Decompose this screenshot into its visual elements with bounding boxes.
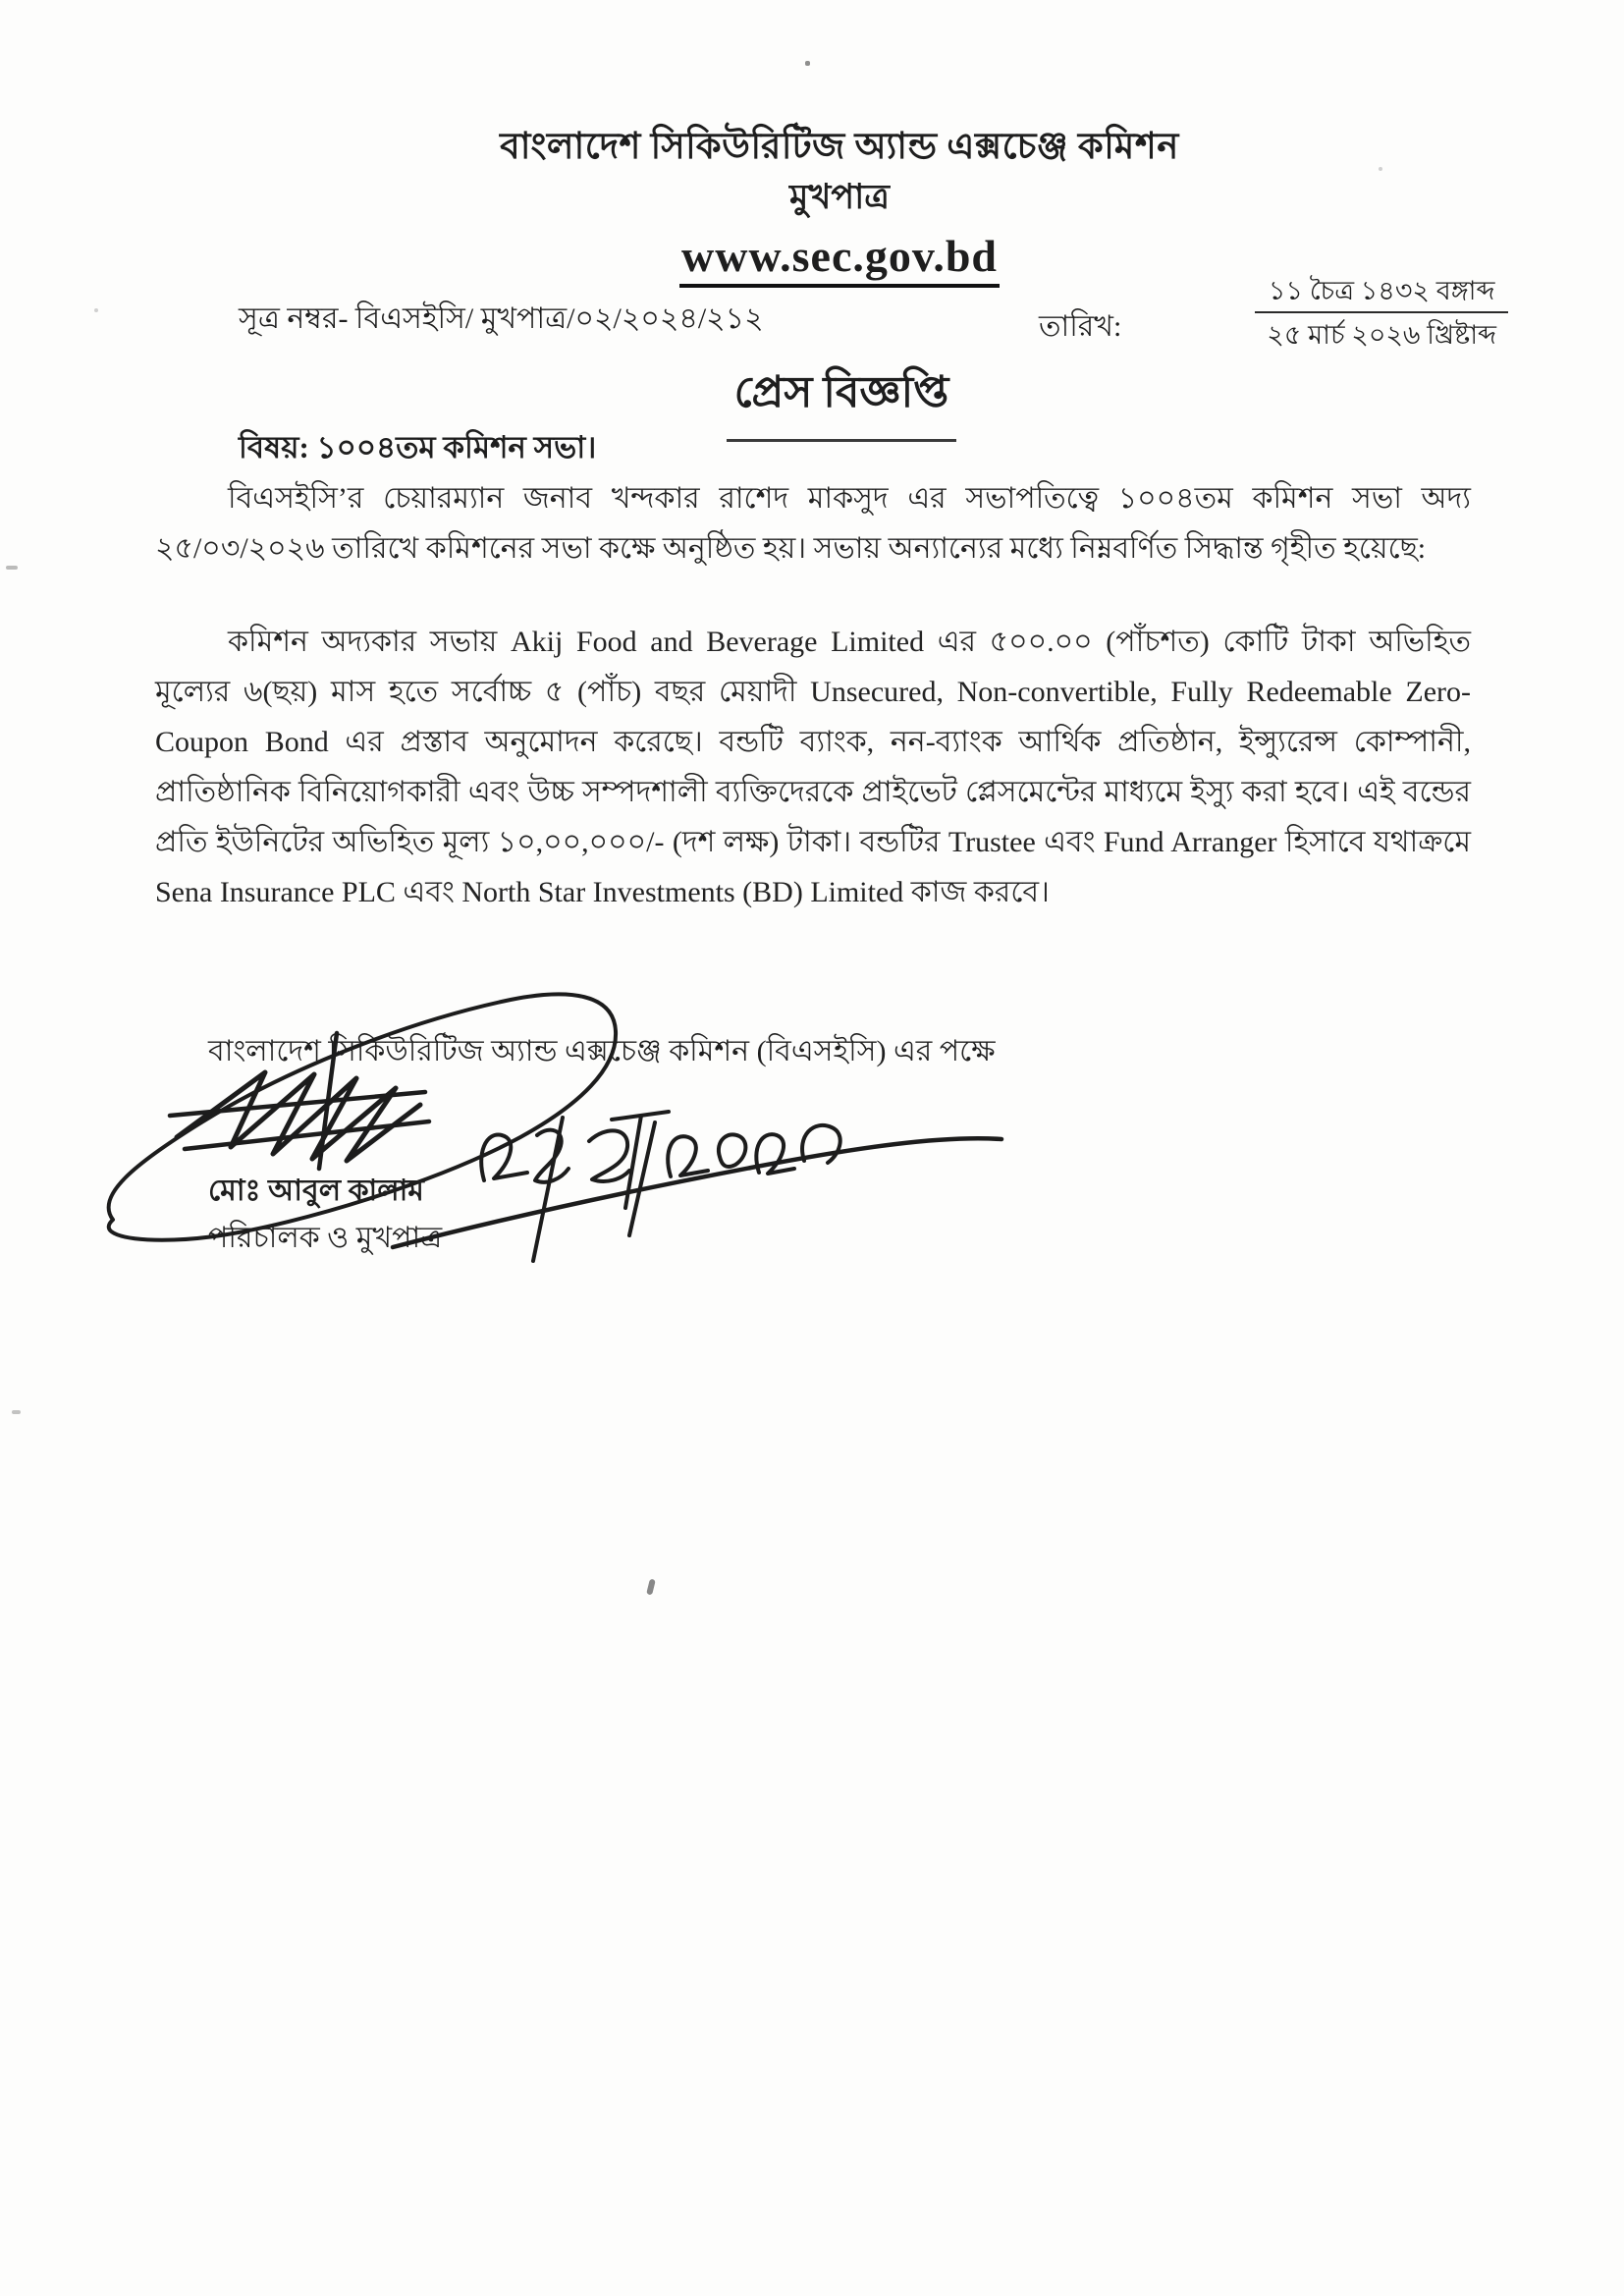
subject-line: বিষয়: ১০০৪তম কমিশন সভা। bbox=[239, 430, 597, 465]
date-label: তারিখ: bbox=[1039, 309, 1122, 343]
organization-name: বাংলাদেশ সিকিউরিটিজ অ্যান্ড এক্সচেঞ্জ কমিশন bbox=[500, 127, 1179, 167]
press-release-title: প্রেস বিজ্ঞপ্তি bbox=[727, 359, 957, 442]
scan-speck bbox=[12, 1410, 21, 1414]
handwritten-date-slash2 bbox=[629, 1122, 655, 1235]
body-paragraph-1: বিএসইসি’র চেয়ারম্যান জনাব খন্দকার রাশেদ মাকসুদ এর সভাপতিত্বে ১০০৪তম কমিশন সভা অদ্য ২৫/০৩/২০২৬ তারিখে কমিশনের সভা কক্ষে অনুষ্ঠিত হয়। সভায় অন্যান্যের মধ্যে নিম্নবর্ণিত সিদ্ধান্ত গৃহীত হয়েছে: bbox=[155, 482, 1471, 565]
handwritten-date-digit-stroke1 bbox=[481, 1135, 527, 1180]
department-name: মুখপাত্র bbox=[788, 178, 891, 216]
scan-speck bbox=[1379, 167, 1382, 171]
scan-speck bbox=[646, 1579, 656, 1596]
date-block bbox=[1039, 271, 1624, 359]
signatory-designation: পরিচালক ও মুখপাত্র bbox=[208, 1222, 443, 1254]
date-values bbox=[1139, 271, 1624, 359]
signature-on-behalf-text: বাংলাদেশ সিকিউরিটিজ অ্যান্ড এক্সচেঞ্জ কমিশন (বিএসইসি) এর পক্ষে bbox=[208, 1035, 996, 1067]
scan-speck bbox=[6, 566, 18, 570]
letterhead bbox=[27, 124, 1624, 288]
scan-speck bbox=[805, 61, 810, 66]
reference-number: সূত্র নম্বর- বিএসইসি/ মুখপাত্র/০২/২০২৪/২১২ bbox=[239, 302, 764, 335]
handwritten-date-digit-stroke5 bbox=[668, 1136, 708, 1176]
signatory-name: মোঃ আবুল কালাম bbox=[208, 1175, 424, 1207]
handwritten-date-digit-stroke6 bbox=[719, 1134, 746, 1167]
date-bangla-era: ১১ চৈত্র ১৪৩২ বঙ্গাব্দ bbox=[1255, 276, 1509, 313]
scan-speck bbox=[94, 308, 98, 312]
website-url: www.sec.gov.bd bbox=[679, 230, 1000, 288]
handwritten-date-slash1 bbox=[533, 1118, 563, 1261]
date-gregorian: ২৫ মার্চ ২০২৬ খ্রিষ্টাব্দ bbox=[1267, 320, 1497, 350]
body-paragraph-2: কমিশন অদ্যকার সভায় Akij Food and Beverage Limited এর ৫০০.০০ (পাঁচশত) কোটি টাকা অভিহিত মূল্যের ৬(ছয়) মাস হতে সর্বোচ্চ ৫ (পাঁচ) বছর মেয়াদী Unsecured, Non-convertible, Fully Redeemable Zero-Coupon Bond এর প্রস্তাব অনুমোদন করেছে। বন্ডটি ব্যাংক, নন-ব্যাংক আর্থিক প্রতিষ্ঠান, ইন্স্যুরেন্স কোম্পানী, প্রাতিষ্ঠানিক বিনিয়োগকারী এবং উচ্চ সম্পদশালী ব্যক্তিদেরকে প্রাইভেট প্লেসমেন্টের মাধ্যমে ইস্যু করা হবে। এই বন্ডের প্রতি ইউনিটের অভিহিত মূল্য ১০,০০,০০০/- (দশ লক্ষ) টাকা। বন্ডটির Trustee এবং Fund Arranger হিসাবে যথাক্রমে Sena Insurance PLC এবং North Star Investments (BD) Limited কাজ করবে। bbox=[155, 626, 1471, 908]
handwritten-date-digit-stroke3 bbox=[589, 1130, 629, 1181]
